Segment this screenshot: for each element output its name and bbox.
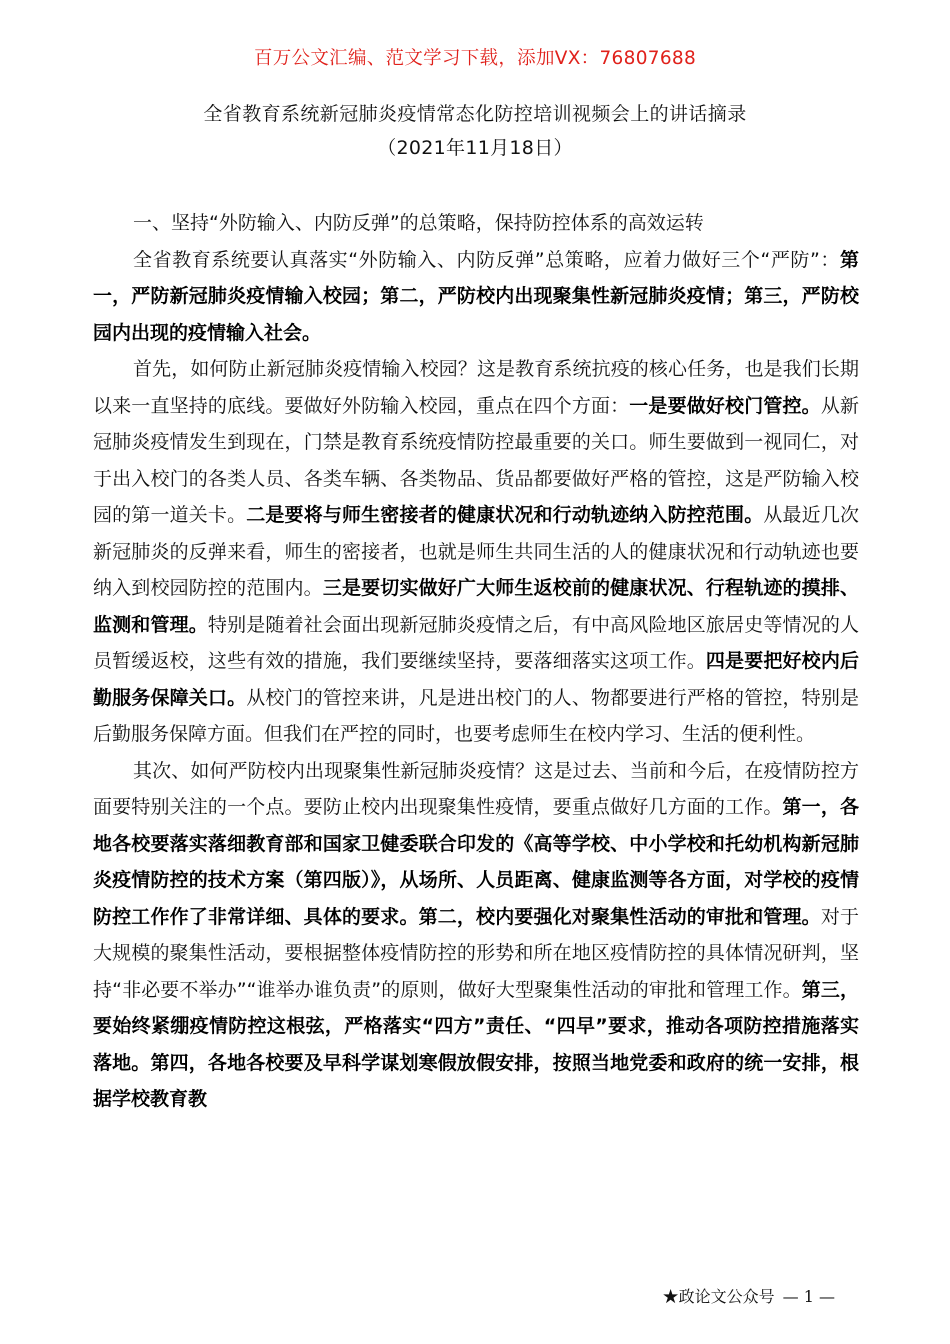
bold-run: 第一，严防新冠肺炎疫情输入校园；第二，严防校内出现聚集性新冠肺炎疫情；第三，严防校园内出现的疫情输入社会。 [93,248,859,344]
bold-run: 一是要做好校门管控。 [629,394,821,417]
text-run: 首先，如何防止新冠肺炎疫情输入校园？这是教育系统抗疫的核心任务，也是我们长期以来一直坚持的底线。要做好外防输入校园，重点在四个方面： [93,358,859,417]
page-number: — 1 — [782,1287,835,1306]
text-run: 从校门的管控来讲，凡是进出校门的人、物都要进行严格的管控，特别是后勤服务保障方面。但我们在严控的同时，也要考虑师生在校内学习、生活的便利性。 [93,686,859,745]
paragraph [93,351,859,753]
bold-run: 三是要切实做好广大师生返校前的健康状况、行程轨迹的摸排、监测和管理。 [93,577,859,636]
paragraph [93,753,859,1118]
document-title: 全省教育系统新冠肺炎疫情常态化防控培训视频会上的讲话摘录 [203,103,747,125]
bold-run: 二是要将与师生密接者的健康状况和行动轨迹纳入防控范围。 [246,504,764,526]
bold-run: 第一，各地各校要落实落细教育部和国家卫健委联合印发的《高等学校、中小学校和托幼机构新冠肺炎疫情防控的技术方案（第四版）》，从场所、人员距离、健康监测等各方面，对学校的疫情防控工作作了非常详细、具体的要求。第二，校内要强化对聚集性活动的审批和管理。 [93,796,859,928]
text-run: 全省教育系统要认真落实“外防输入、内防反弹”总策略，应着力做好三个“严防”： [133,248,840,271]
footer-source: ★政论文公众号 [662,1287,775,1306]
paragraph [93,242,859,352]
text-run: 特别是随着社会面出现新冠肺炎疫情之后，有中高风险地区旅居史等情况的人员暂缓返校，这些有效的措施，我们要继续坚持，要落细落实这项工作。 [93,613,859,672]
page-footer [0,1284,835,1307]
document-date: （2021年11月18日） [377,137,573,159]
text-run: 从最近几次新冠肺炎的反弹来看，师生的密接者，也就是师生共同生活的人的健康状况和行动轨迹也要纳入到校园防控的范围内。 [93,504,859,599]
watermark-banner: 百万公文汇编、范文学习下载，添加VX：76807688 [253,48,697,69]
section-heading: 一、坚持“外防输入、内防反弹”的总策略，保持防控体系的高效运转 [133,212,704,234]
bold-run: 四是要把好校内后勤服务保障关口。 [93,650,859,709]
document-body [93,205,859,1118]
text-run: 其次、如何严防校内出现聚集性新冠肺炎疫情？这是过去、当前和今后，在疫情防控方面要特别关注的一个点。要防止校内出现聚集性疫情，要重点做好几方面的工作。 [93,759,859,818]
text-run: 从新冠肺炎疫情发生到现在，门禁是教育系统疫情防控最重要的关口。师生要做到一视同仁，对于出入校门的各类人员、各类车辆、各类物品、货品都要做好严格的管控，这是严防输入校园的第一道关卡。 [93,394,859,526]
bold-run: 第三，要始终紧绷疫情防控这根弦，严格落实“四方”责任、“四早”要求，推动各项防控措施落实落地。第四，各地各校要及早科学谋划寒假放假安排，按照当地党委和政府的统一安排，根据学校教育教 [93,978,859,1110]
text-run: 对于大规模的聚集性活动，要根据整体疫情防控的形势和所在地区疫情防控的具体情况研判，坚持“非必要不举办”“谁举办谁负责”的原则，做好大型聚集性活动的审批和管理工作。 [93,905,859,1001]
